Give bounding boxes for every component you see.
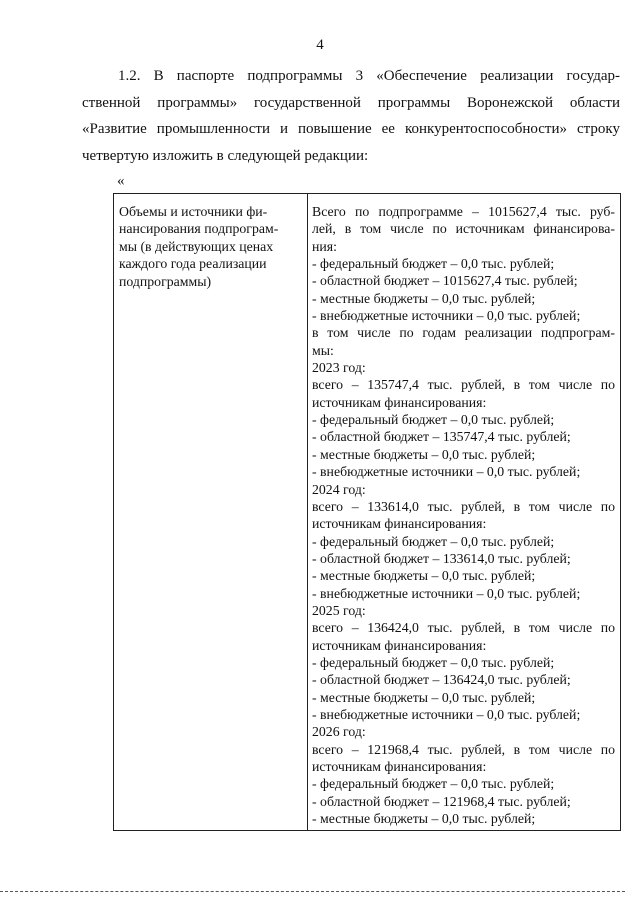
footer-rule (0, 891, 625, 892)
funding-line: всего – 133614,0 тыс. рублей, в том числе по (312, 498, 615, 514)
label-line: подпрограммы) (119, 273, 212, 289)
label-line: нансирования подпрограм- (119, 221, 279, 237)
funding-line: - федеральный бюджет – 0,0 тыс. рублей; (312, 256, 555, 272)
funding-line: мы: (312, 342, 334, 358)
funding-line: 2023 год: (312, 360, 366, 376)
funding-line: всего – 136424,0 тыс. рублей, в том числе по (312, 620, 615, 636)
label-line: каждого года реализации (119, 256, 267, 272)
funding-line: - областной бюджет – 135747,4 тыс. рублей; (312, 429, 571, 445)
page-number: 4 (316, 37, 324, 53)
funding-line: источникам финансирования: (312, 637, 487, 653)
paragraph-line: ственной программы» государственной программы Воронежской области (82, 94, 620, 111)
funding-line: - внебюджетные источники – 0,0 тыс. рублей; (312, 464, 581, 480)
funding-line: - местные бюджеты – 0,0 тыс. рублей; (312, 811, 536, 827)
table-column-divider (307, 194, 308, 830)
funding-line: - федеральный бюджет – 0,0 тыс. рублей; (312, 533, 555, 549)
funding-line: источникам финансирования: (312, 516, 487, 532)
funding-line: - местные бюджеты – 0,0 тыс. рублей; (312, 689, 536, 705)
funding-line: лей, в том числе по источникам финансирова- (312, 221, 615, 237)
funding-table (113, 193, 621, 831)
opening-quote-mark: « (117, 173, 125, 189)
funding-line: - местные бюджеты – 0,0 тыс. рублей; (312, 290, 536, 306)
table-label-cell (119, 203, 301, 290)
paragraph-line: четвертую изложить в следующей редакции: (82, 147, 369, 164)
paragraph-line: «Развитие промышленности и повышение ее конкурентоспособности» строку (82, 121, 620, 137)
label-line: Объемы и источники фи- (119, 204, 268, 219)
funding-line: - внебюджетные источники – 0,0 тыс. рублей; (312, 706, 581, 722)
funding-line: 2026 год: (312, 724, 366, 740)
funding-line: - областной бюджет – 1015627,4 тыс. рублей; (312, 273, 578, 289)
funding-line: в том числе по годам реализации подпрограм- (312, 325, 615, 341)
funding-line: - местные бюджеты – 0,0 тыс. рублей; (312, 446, 536, 462)
table-value-cell (312, 203, 615, 827)
funding-line: всего – 135747,4 тыс. рублей, в том числе по (312, 377, 615, 393)
paragraph-line: 1.2. В паспорте подпрограммы 3 «Обеспечение реализации государ- (118, 68, 620, 84)
funding-line: - областной бюджет – 133614,0 тыс. рублей; (312, 550, 571, 566)
funding-line: - внебюджетные источники – 0,0 тыс. рублей; (312, 585, 581, 601)
funding-line: - местные бюджеты – 0,0 тыс. рублей; (312, 568, 536, 584)
funding-line: - федеральный бюджет – 0,0 тыс. рублей; (312, 776, 555, 792)
funding-line: ния: (312, 238, 337, 254)
funding-line: всего – 121968,4 тыс. рублей, в том числе по (312, 741, 615, 757)
funding-line: - внебюджетные источники – 0,0 тыс. рублей; (312, 308, 581, 324)
funding-line: - федеральный бюджет – 0,0 тыс. рублей; (312, 654, 555, 670)
label-line: мы (в действующих ценах (119, 238, 274, 254)
funding-line: - областной бюджет – 121968,4 тыс. рублей; (312, 793, 571, 809)
funding-line: - федеральный бюджет – 0,0 тыс. рублей; (312, 412, 555, 428)
funding-line: 2024 год: (312, 481, 366, 497)
funding-line: источникам финансирования: (312, 759, 487, 774)
funding-line: - областной бюджет – 136424,0 тыс. рублей; (312, 672, 571, 688)
funding-line: источникам финансирования: (312, 394, 487, 410)
amendment-paragraph (82, 63, 620, 169)
funding-line: Всего по подпрограмме – 1015627,4 тыс. руб- (312, 204, 615, 219)
funding-line: 2025 год: (312, 602, 366, 618)
